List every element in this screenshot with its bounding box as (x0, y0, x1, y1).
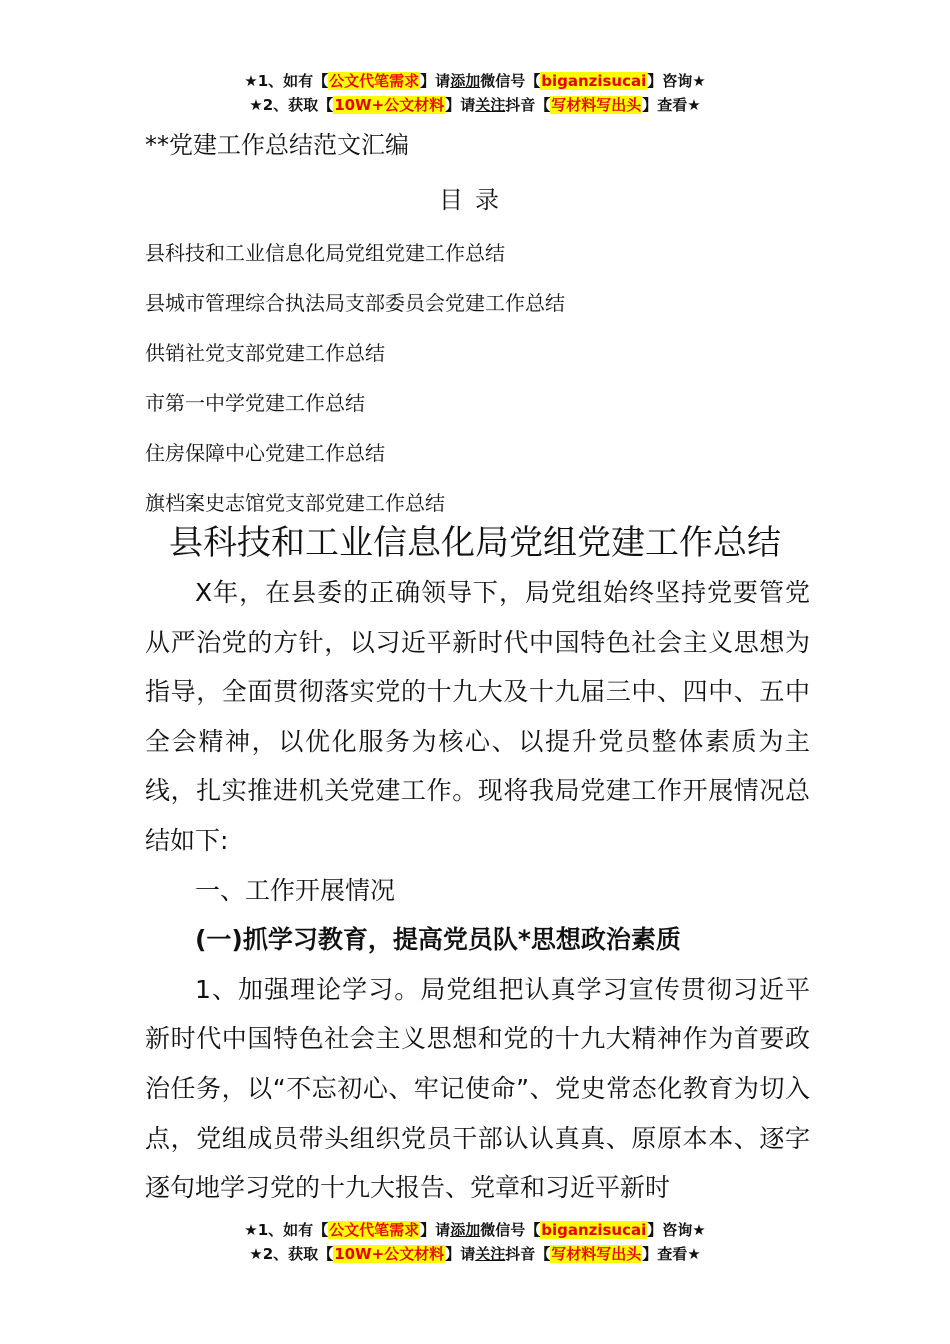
table-of-contents (145, 228, 565, 528)
toc-item[interactable]: 市第一中学党建工作总结 (145, 391, 365, 415)
promo-banner-top (0, 69, 950, 117)
toc-item[interactable]: 县科技和工业信息化局党组党建工作总结 (145, 241, 505, 265)
subsection-heading: (一)抓学习教育，提高党员队*思想政治素质 (195, 925, 681, 955)
toc-item[interactable]: 住房保障中心党建工作总结 (145, 441, 385, 465)
promo-line-1: ★1、如有【公文代笔需求】请添加微信号【biganzisucai】咨询★ (244, 1221, 706, 1239)
document-body (145, 568, 810, 1203)
promo-line-2: ★2、获取【10W+公文材料】请关注抖音【写材料写出头】查看★ (249, 1245, 701, 1263)
promo-line-1: ★1、如有【公文代笔需求】请添加微信号【biganzisucai】咨询★ (244, 72, 706, 90)
toc-item[interactable]: 供销社党支部党建工作总结 (145, 341, 385, 365)
promo-banner-bottom (0, 1218, 950, 1266)
document-title: 县科技和工业信息化局党组党建工作总结 (169, 523, 781, 563)
toc-item[interactable]: 县城市管理综合执法局支部委员会党建工作总结 (145, 291, 565, 315)
promo-line-2: ★2、获取【10W+公文材料】请关注抖音【写材料写出头】查看★ (249, 96, 701, 114)
intro-paragraph: X年，在县委的正确领导下，局党组始终坚持党要管党从严治党的方针，以习近平新时代中国特色社会主义思想为指导，全面贯彻落实党的十九大及十九届三中、四中、五中全会精神，以优化服务为核心、以提升党员整体素质为主线，扎实推进机关党建工作。现将我局党建工作开展情况总结如下: (145, 578, 810, 855)
body-paragraph: 1、加强理论学习。局党组把认真学习宣传贯彻习近平新时代中国特色社会主义思想和党的十九大精神作为首要政治任务，以“不忘初心、牢记使命”、党史常态化教育为切入点，党组成员带头组织党员干部认认真真、原原本本、逐字逐句地学习党的十九大报告、党章和习近平新时 (145, 974, 810, 1203)
section-heading: 一、工作开展情况 (195, 875, 396, 905)
compilation-title: **党建工作总结范文汇编 (145, 131, 409, 159)
toc-item[interactable]: 旗档案史志馆党支部党建工作总结 (145, 491, 445, 515)
toc-heading: 目录 (439, 186, 511, 214)
